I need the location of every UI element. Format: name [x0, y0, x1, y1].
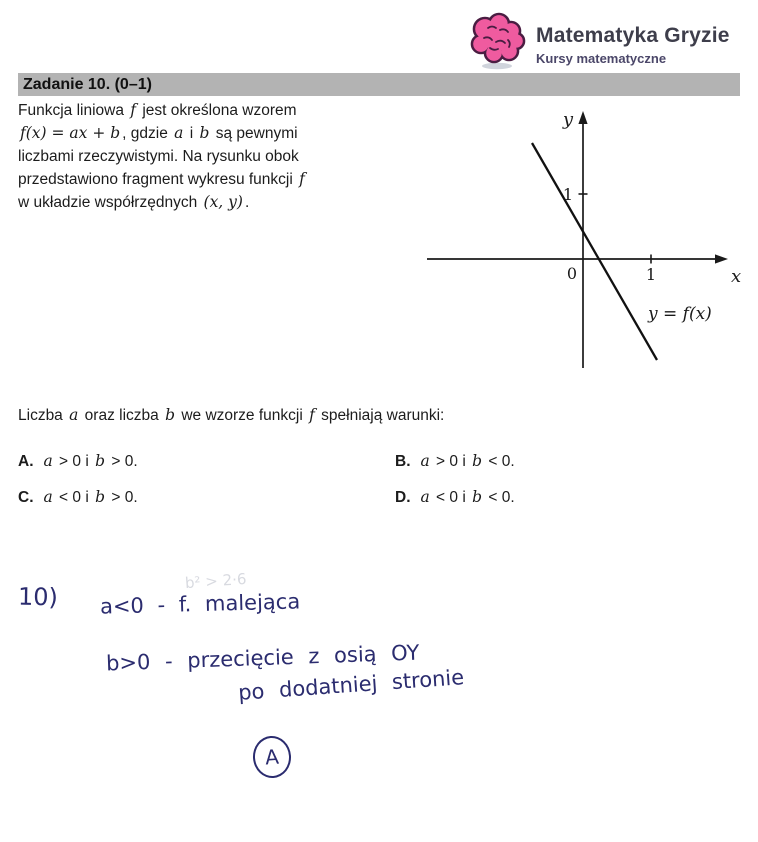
handwritten-erased-note: b² > 2·6	[184, 569, 248, 593]
text-run: > 0.	[107, 489, 138, 506]
math-run: f	[299, 170, 305, 188]
option-letter: A.	[18, 453, 34, 470]
statement-line	[18, 122, 450, 145]
math-run: a	[43, 452, 53, 470]
handwritten-note-3: po dodatniej stronie	[237, 665, 465, 705]
text-run: > 0 i	[54, 453, 94, 470]
statement-line	[18, 99, 450, 122]
math-run: a	[420, 452, 430, 470]
task-header-bar	[18, 73, 740, 96]
math-run: b	[472, 488, 483, 506]
math-run: b	[95, 452, 106, 470]
text-run: we wzorze funkcji	[177, 407, 308, 424]
y-tick-label: 1	[562, 185, 573, 204]
handwritten-note-1: a<0 - f. malejąca	[99, 589, 301, 619]
text-run: i	[185, 125, 198, 142]
text-run: < 0.	[484, 489, 515, 506]
text-run: liczbami rzeczywistymi. Na rysunku obok	[18, 148, 299, 165]
option-a	[18, 452, 138, 471]
option-d	[395, 488, 515, 507]
brand-name: Matematyka Gryzie	[536, 24, 730, 47]
function-graph	[420, 98, 750, 373]
option-c	[18, 488, 138, 507]
text-run: .	[244, 194, 250, 211]
brand-tagline: Kursy matematyczne	[536, 51, 667, 66]
math-run: a	[174, 124, 184, 142]
math-run: f	[309, 406, 315, 424]
x-tick-label: 1	[645, 265, 657, 284]
option-letter: D.	[395, 489, 411, 506]
x-axis-label: x	[731, 266, 742, 287]
statement-line	[18, 191, 450, 214]
handwritten-note-2: b>0 - przecięcie z osią OY	[105, 640, 420, 676]
text-run: w układzie współrzędnych	[18, 194, 202, 211]
handwritten-circled-answer	[252, 735, 293, 780]
text-run: < 0.	[484, 453, 515, 470]
math-run: b	[95, 488, 106, 506]
text-run: < 0 i	[431, 489, 471, 506]
statement-line	[18, 145, 450, 168]
text-run: , gdzie	[122, 125, 173, 142]
brain-icon	[466, 10, 530, 70]
math-run: a	[420, 488, 430, 506]
text-run: są pewnymi	[211, 125, 298, 142]
math-run: b	[199, 124, 210, 142]
text-run: Funkcja liniowa	[18, 102, 129, 119]
origin-label: 0	[566, 264, 577, 283]
y-axis-label: y	[562, 109, 573, 130]
answer-letter: A	[264, 744, 280, 770]
brand-header	[466, 10, 730, 70]
text-run: oraz liczba	[80, 407, 164, 424]
function-line	[532, 143, 657, 360]
math-run: (x, y)	[203, 193, 243, 211]
text-run: jest określona wzorem	[138, 102, 297, 119]
question-prompt	[18, 406, 738, 425]
text-run: > 0.	[107, 453, 138, 470]
math-run: a	[43, 488, 53, 506]
task-header-text: Zadanie 10. (0–1)	[23, 76, 152, 93]
math-run: a	[69, 406, 79, 424]
math-run: b	[165, 406, 176, 424]
math-run: f	[130, 101, 137, 119]
curve-label: y = f(x)	[648, 304, 712, 324]
option-b	[395, 452, 515, 471]
text-run: > 0 i	[431, 453, 471, 470]
option-letter: C.	[18, 489, 34, 506]
text-run: Liczba	[18, 407, 68, 424]
text-run: przedstawiono fragment wykresu funkcji	[18, 171, 298, 188]
y-axis-arrow-icon	[578, 111, 587, 124]
math-run: f(x) = ax + b	[20, 124, 121, 142]
text-run: < 0 i	[54, 489, 94, 506]
option-letter: B.	[395, 453, 411, 470]
math-run: b	[472, 452, 483, 470]
statement-line	[18, 168, 450, 191]
x-axis-arrow-icon	[715, 254, 728, 263]
task-statement	[18, 99, 450, 214]
handwritten-item-number: 10)	[17, 582, 59, 612]
text-run: spełniają warunki:	[316, 407, 445, 424]
